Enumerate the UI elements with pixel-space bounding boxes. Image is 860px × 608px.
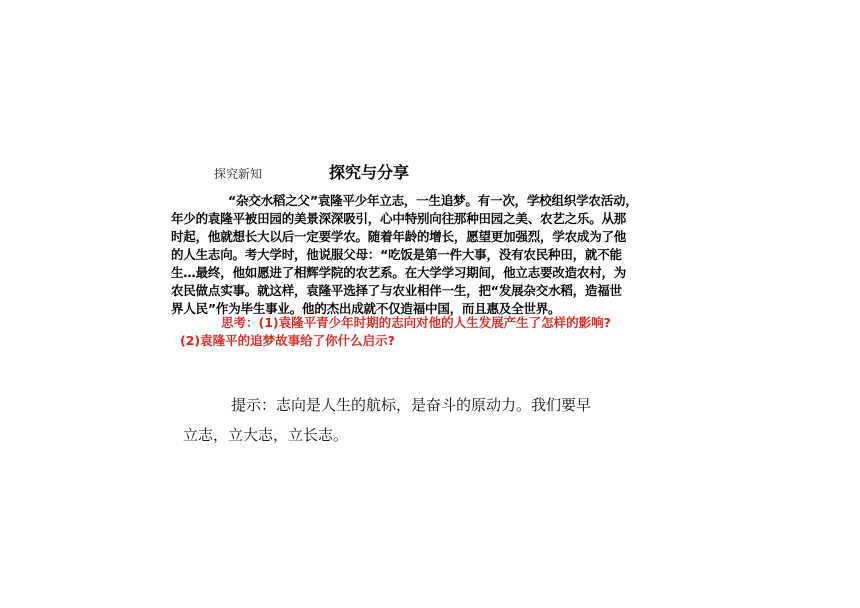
story-line: 的人生志向。考大学时，他说服父母：“吃饭是第一件大事，没有农民种田，就不能 bbox=[171, 247, 622, 262]
section-tag: 探究新知 bbox=[214, 167, 263, 181]
think-question-2: (2)袁隆平的追梦故事给了你什么启示? bbox=[180, 333, 395, 348]
story-line: 界人民”作为毕生事业。他的杰出成就不仅造福中国，而且惠及全世界。 bbox=[171, 301, 561, 316]
story-line: 时起，他就想长大以后一定要学农。随着年龄的增长，愿望更加强烈，学农成为了他 bbox=[171, 229, 627, 244]
story-line: 年少的袁隆平被田园的美景深深吸引，心中特别向往那种田园之美、农艺之乐。从那 bbox=[171, 211, 627, 226]
think-question-1: 思考：(1)袁隆平青少年时期的志向对他的人生发展产生了怎样的影响? bbox=[221, 315, 611, 330]
hint-line-2: 立志，立大志，立长志。 bbox=[183, 426, 349, 444]
story-line: 生…最终，他如愿进了相辉学院的农艺系。在大学学习期间，他立志要改造农村，为 bbox=[171, 265, 627, 280]
hint-line-1: 提示：志向是人生的航标，是奋斗的原动力。我们要早 bbox=[231, 396, 592, 414]
story-line: “杂交水稻之父”袁隆平少年立志，一生追梦。有一次，学校组织学农活动， bbox=[228, 193, 638, 208]
page-heading: 探究与分享 bbox=[329, 163, 410, 182]
story-paragraph bbox=[171, 192, 701, 318]
story-line: 农民做点实事。就这样，袁隆平选择了与农业相伴一生，把“发展杂交水稻，造福世 bbox=[171, 283, 622, 298]
